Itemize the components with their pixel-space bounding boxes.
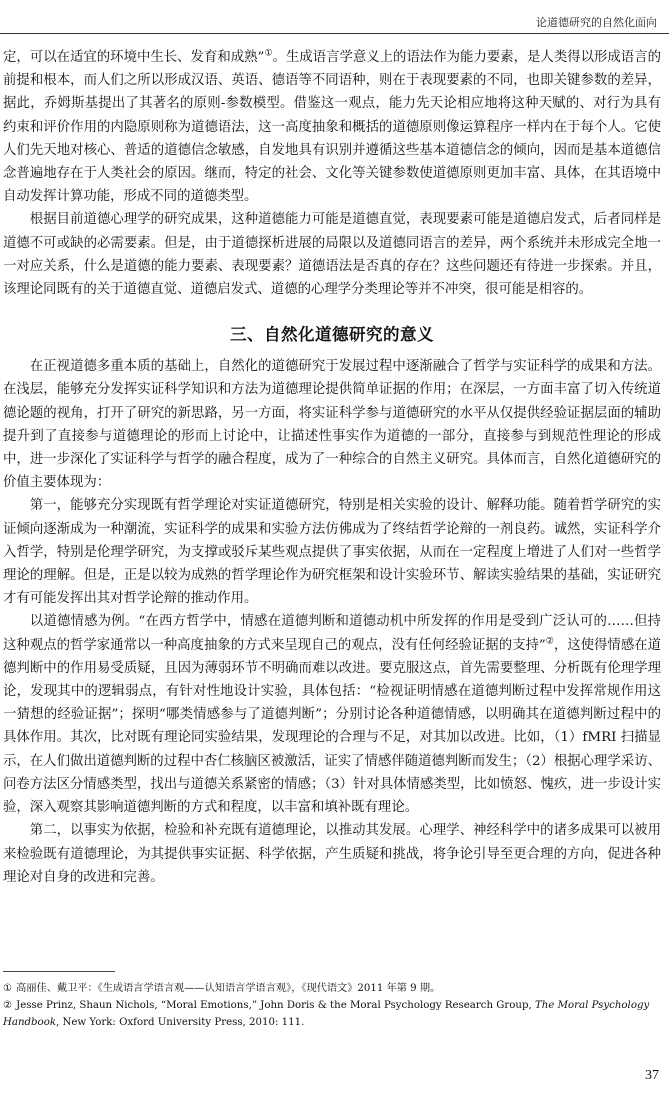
header-rule (0, 33, 669, 34)
body-text (3, 46, 661, 889)
paragraph-text: 以道德情感为例。“在西方哲学中，情感在道德判断和道德动机中所发挥的作用是受到广泛认可的……但持这种观点的哲学家通常以一种高度抽象的方式来呈现自己的观点，没有任何经验证据的支持” (3, 614, 661, 653)
paragraph-continued (3, 46, 661, 208)
footnote-mark: ① (3, 983, 13, 994)
footnote-text: Jesse Prinz, Shaun Nichols, “Moral Emotions,” John Doris & the Moral Psychology Research Group, (16, 1000, 535, 1011)
footnotes (3, 980, 657, 1031)
footnote-ref[interactable]: ① (264, 48, 273, 59)
paragraph-text: 。生成语言学意义上的语法作为能力要素，是人类得以形成语言的前提和根本，而人们之所以形成汉语、英语、德语等不同语种，则在于表现要素的不同，也即关键参数的差异，据此，乔姆斯基提出了其著名的原则-参数模型。借鉴这一观点，能力先天论相应地将这种天赋的、对行为具有约束和评价作用的内隐原则称为道德语法，这一高度抽象和概括的道德原则像运算程序一样内在于每个人。它使人们先天地对核心、普适的道德信念敏感，自发地具有识别并遵循这些基本道德信念的倾向，因而是基本道德信念普遍地存在于人类社会的原因。继而，特定的社会、文化等关键参数使道德原则更加丰富、具体，在其语境中自动发挥计算功能，形成不同的道德类型。 (3, 50, 661, 205)
footnote-text: 高丽佳、戴卫平：《生成语言学语言观——认知语言学语言观》，《现代语文》2011 年第 9 期。 (16, 983, 441, 994)
paragraph: 第一，能够充分实现既有哲学理论对实证道德研究，特别是相关实验的设计、解释功能。随着哲学研究的实证倾向逐渐成为一种潮流，实证科学的成果和实验方法仿佛成为了终结哲学论辩的一剂良药。诚然，实证科学介入哲学，特别是伦理学研究，为支撑或驳斥某些观点提供了事实依据，从而在一定程度上增进了人们对一些哲学理论的理解。但是，正是以较为成熟的哲学理论作为研究框架和设计实验环节、解读实验结果的基础，实证研究才有可能发挥出其对哲学论辩的推动作用。 (3, 498, 661, 607)
paragraph-text: 定，可以在适宜的环境中生长、发育和成熟” (3, 50, 265, 65)
paragraph-text: ，这使得情感在道德判断中的作用易受质疑，且因为薄弱环节不明确而难以改进。要克服这点，首先需要整理、分析既有伦理学理论，发现其中的逻辑弱点，有针对性地设计实验，具体包括：“检视证明情感在道德判断过程中发挥常规作用这一猜想的经验证据”；探明“哪类情感参与了道德判断”；分别讨论各种道德情感，以明确其在道德判断过程中的具体作用。其次，比对既有理论同实验结果，发现理论的合理与不足，对其加以改进。比如，（1）fMRI 扫描显示，在人们做出道德判断的过程中杏仁核脑区被激活，证实了情感伴随道德判断而发生；（2）根据心理学采访、问卷方法区分情感类型，找出与道德关系紧密的情感；（3）针对具体情感类型，比如愤怒、愧疚，进一步设计实验，深入观察其影响道德判断的方式和程度，以丰富和填补既有理论。 (3, 637, 662, 816)
paragraph: 在正视道德多重本质的基础上，自然化的道德研究于发展过程中逐渐融合了哲学与实证科学的成果和方法。在浅层，能够充分发挥实证科学知识和方法为道德理论提供简单证据的作用；在深层，一方面丰富了切入传统道德论题的视角，打开了研究的新思路，另一方面，将实证科学参与道德研究的水平从仅提供经验证据层面的辅助提升到了直接参与道德理论的形而上讨论中，让描述性事实作为道德的一部分，直接参与到规范性理论的形成中，进一步深化了实证科学与哲学的融合程度，成为了一种综合的自然主义研究。具体而言，自然化道德研究的价值主要体现为： (3, 359, 661, 491)
paragraph (3, 610, 661, 819)
section-heading: 三、自然化道德研究的意义 (230, 325, 434, 345)
running-head: 论道德研究的自然化面向 (536, 16, 657, 29)
paragraph: 第二，以事实为依据，检验和补充既有道德理论，以推动其发展。心理学、神经科学中的诸多成果可以被用来检验既有道德理论，为其提供事实证据、科学依据，产生质疑和挑战，将争论引导至更合理的方向，促进各种理论对自身的改进和完善。 (3, 823, 661, 885)
footnote-2 (3, 997, 657, 1031)
paragraph: 根据目前道德心理学的研究成果，这种道德能力可能是道德直觉，表现要素可能是道德启发式，后者同样是道德不可或缺的必需要素。但是，由于道德探析进展的局限以及道德同语言的差异，两个系统并未形成完全地一一对应关系，什么是道德的能力要素、表现要素？道德语法是否真的存在？这些问题还有待进一步探索。并且，该理论同既有的关于道德直觉、道德启发式、道德的心理学分类理论等并不冲突，很可能是相容的。 (3, 212, 661, 298)
footnote-text: , New York: Oxford University Press, 2010: 111. (56, 1017, 305, 1028)
footnote-book-title: The Moral Psychology Handbook (3, 1000, 650, 1028)
footnote-ref[interactable]: ② (545, 636, 554, 647)
footnote-1 (3, 980, 657, 997)
page-number: 37 (645, 1068, 659, 1083)
footnote-rule (3, 971, 115, 972)
footnote-mark: ② (3, 1000, 13, 1011)
